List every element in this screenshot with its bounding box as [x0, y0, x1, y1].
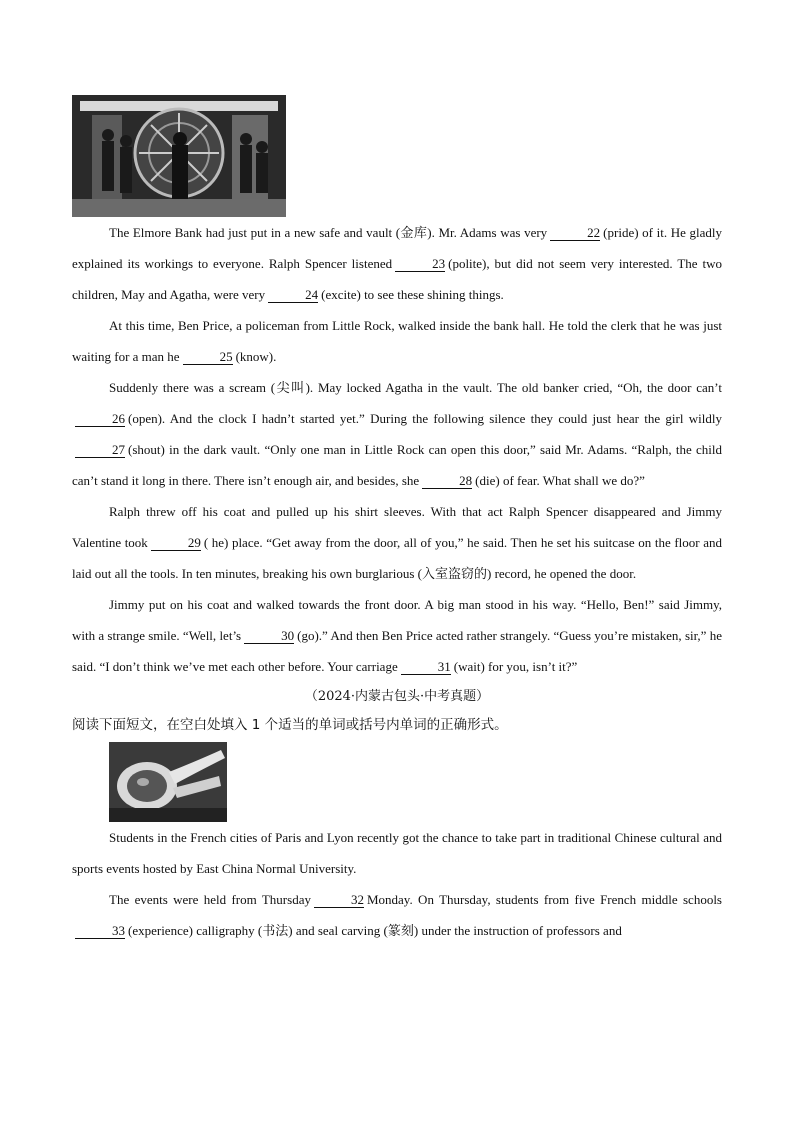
text: (shout) in the dark vault. “Only one man in Little Rock can open this door,” said Mr. Adams. “Ralph, the child can’t stand it long in there. There isn’t enough air, and besides, she	[72, 442, 722, 488]
text: The events were held from Thursday	[109, 892, 311, 907]
source-citation: （2024·内蒙古包头·中考真题）	[304, 689, 490, 704]
text: ( he) place. “Get away from the door, all of you,” he said. Then he set his suitcase on the floor and laid out all the tools. In ten minutes, breaking his own burglarious (入室盗窃的) record, he opened the door.	[72, 535, 722, 581]
paragraph	[72, 372, 722, 496]
blank-28[interactable]: 28	[422, 474, 472, 489]
text: (experience) calligraphy (书法) and seal carving (篆刻) under the instruction of professors and	[128, 923, 622, 938]
text: Suddenly there was a scream (尖叫). May locked Agatha in the vault. The old banker cried, “Oh, the door can’t	[109, 380, 722, 395]
blank-32[interactable]: 32	[314, 893, 364, 908]
seal-carving-photo	[109, 742, 227, 822]
text: Jimmy put on his coat and walked towards the front door. A big man stood in his way. “Hello, Ben!” said Jimmy, with a strange smile. “Well, let’s	[72, 597, 722, 643]
text: (polite), but did not seem very interested. The two children, May and Agatha, were very	[72, 256, 723, 302]
text: The Elmore Bank had just put in a new safe and vault (金库). Mr. Adams was very	[109, 225, 548, 240]
text: (open). And the clock I hadn’t started yet.” During the following silence they could just hear the girl wildly	[128, 411, 722, 426]
paragraph	[72, 496, 722, 589]
blank-29[interactable]: 29	[151, 536, 201, 551]
bank-vault-illustration	[72, 95, 286, 217]
text: (die) of fear. What shall we do?”	[475, 473, 645, 488]
paragraph	[72, 217, 722, 310]
paragraph	[72, 310, 722, 372]
blank-25[interactable]: 25	[183, 350, 233, 365]
paragraph	[72, 884, 722, 946]
blank-27[interactable]: 27	[75, 443, 125, 458]
text: (know).	[235, 349, 277, 364]
blank-26[interactable]: 26	[75, 412, 125, 427]
blank-23[interactable]: 23	[395, 257, 445, 272]
text: (wait) for you, isn’t it?”	[453, 659, 578, 674]
blank-24[interactable]: 24	[268, 288, 318, 303]
document-page	[72, 95, 722, 946]
text: Ralph threw off his coat and pulled up his shirt sleeves. With that act Ralph Spencer disappeared and Jimmy Valentine took	[72, 504, 722, 550]
blank-31[interactable]: 31	[401, 660, 451, 675]
text: (go).” And then Ben Price acted rather strangely. “Guess you’re mistaken, sir,” he said. “I don’t think we’ve met each other before. Your carriage	[72, 628, 722, 674]
blank-33[interactable]: 33	[75, 924, 125, 939]
paragraph	[72, 822, 722, 884]
text: At this time, Ben Price, a policeman from Little Rock, walked inside the bank hall. He told the clerk that he was just waiting for a man he	[72, 318, 722, 364]
paragraph	[72, 589, 722, 682]
blank-30[interactable]: 30	[244, 629, 294, 644]
text: (pride) of it. He gladly explained its workings to everyone. Ralph Spencer listened	[72, 225, 722, 271]
text: Monday. On Thursday, students from five French middle schools	[366, 892, 722, 907]
instruction-text: 阅读下面短文，在空白处填入 1 个适当的单词或括号内单词的正确形式。	[72, 717, 508, 733]
text: (excite) to see these shining things.	[321, 287, 504, 302]
blank-22[interactable]: 22	[550, 226, 600, 241]
text: Students in the French cities of Paris and Lyon recently got the chance to take part in traditional Chinese cultural and sports events hosted by East China Normal University.	[72, 830, 722, 876]
